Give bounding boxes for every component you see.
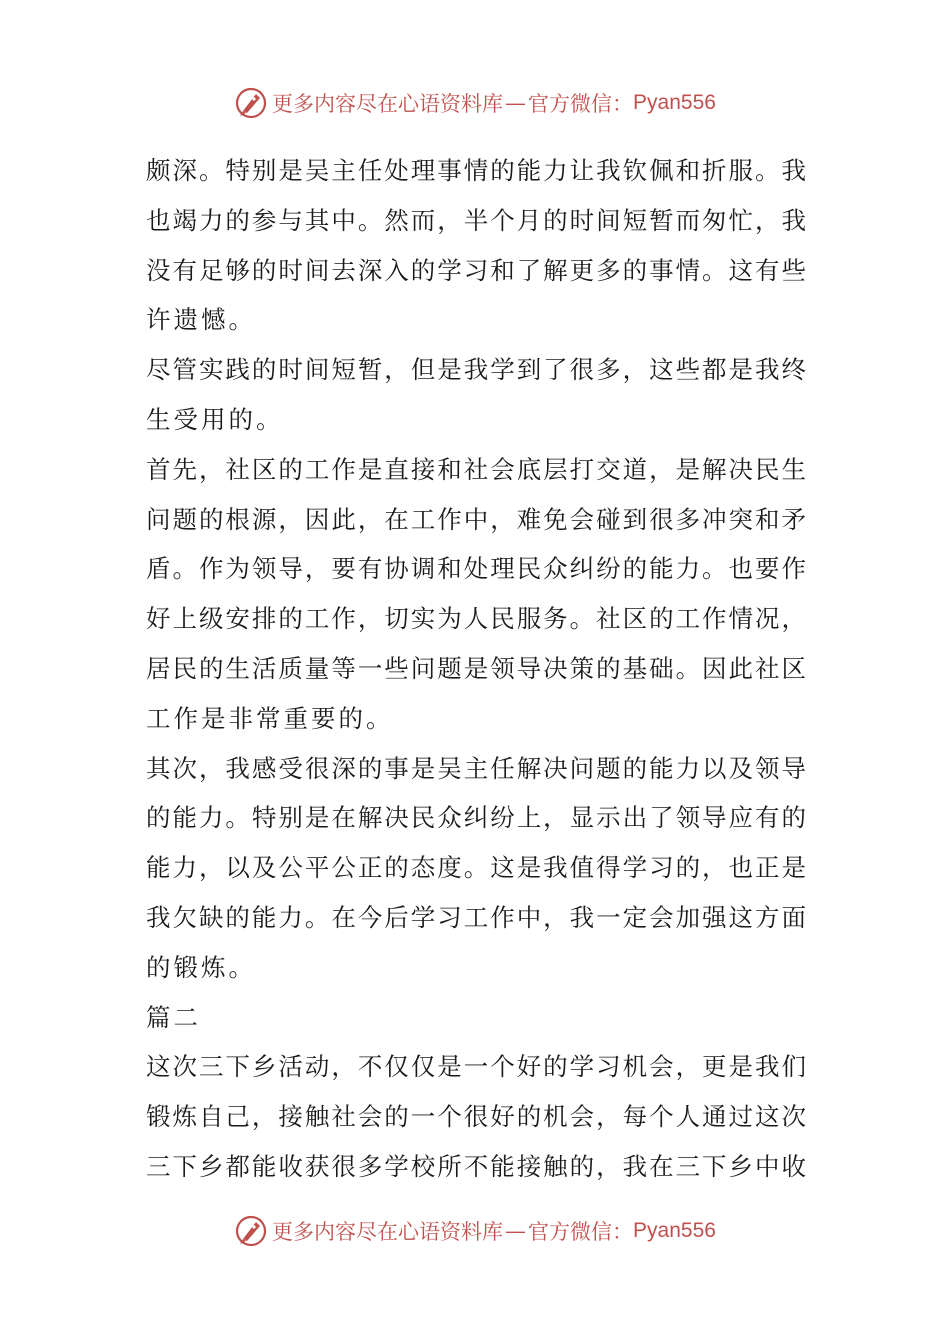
text-line: 好上级安排的工作，切实为人民服务。社区的工作情况， [146,604,806,634]
text-line: 锻炼自己，接触社会的一个很好的机会，每个人通过这次 [146,1102,806,1132]
text-line: 盾。作为领导，要有协调和处理民众纠纷的能力。也要作 [146,554,806,584]
document-body [146,146,806,1192]
text-line: 首先，社区的工作是直接和社会底层打交道，是解决民生 [146,454,806,484]
text-line: 三下乡都能收获很多学校所不能接触的，我在三下乡中收 [146,1151,806,1181]
text-line: 这次三下乡活动，不仅仅是一个好的学习机会，更是我们 [146,1052,806,1082]
text-line: 篇二 [146,1002,201,1032]
text-line: 颇深。特别是吴主任处理事情的能力让我钦佩和折服。我 [146,156,806,185]
footer-brand: 更多内容尽在心语资料库 [272,1220,504,1244]
text-line: 的能力。特别是在解决民众纠纷上，显示出了领导应有的 [146,803,806,833]
footer-banner [0,1211,950,1251]
text-line: 尽管实践的时间短暂，但是我学到了很多，这些都是我终 [146,355,806,385]
footer-separator: — [505,1219,527,1243]
text-line: 其次，我感受很深的事是吴主任解决问题的能力以及领导 [146,753,806,783]
text-line: 许遗憾。 [146,305,256,335]
text-line: 生受用的。 [146,404,284,434]
text-line: 工作是非常重要的。 [146,703,394,733]
text-line: 的锻炼。 [146,952,256,982]
text-line: 没有足够的时间去深入的学习和了解更多的事情。这有些 [146,255,806,285]
text-line: 也竭力的参与其中。然而，半个月的时间短暂而匆忙，我 [146,205,806,235]
text-line: 能力，以及公平公正的态度。这是我值得学习的，也正是 [146,853,806,883]
pen-nib-logo-icon [234,86,268,120]
pen-nib-logo-icon [234,1214,268,1248]
text-line: 居民的生活质量等一些问题是领导决策的基础。因此社区 [146,653,806,683]
header-brand: 更多内容尽在心语资料库 [272,92,504,116]
text-line: 问题的根源，因此，在工作中，难免会碰到很多冲突和矛 [146,504,806,534]
header-wechat-id: Pyan556 [633,91,716,114]
text-line: 我欠缺的能力。在今后学习工作中，我一定会加强这方面 [146,902,806,932]
header-wechat-label: 官方微信： [528,92,634,116]
footer-wechat-id: Pyan556 [633,1219,716,1242]
header-separator: — [505,91,527,115]
header-banner [0,83,950,123]
footer-wechat-label: 官方微信： [528,1220,634,1244]
